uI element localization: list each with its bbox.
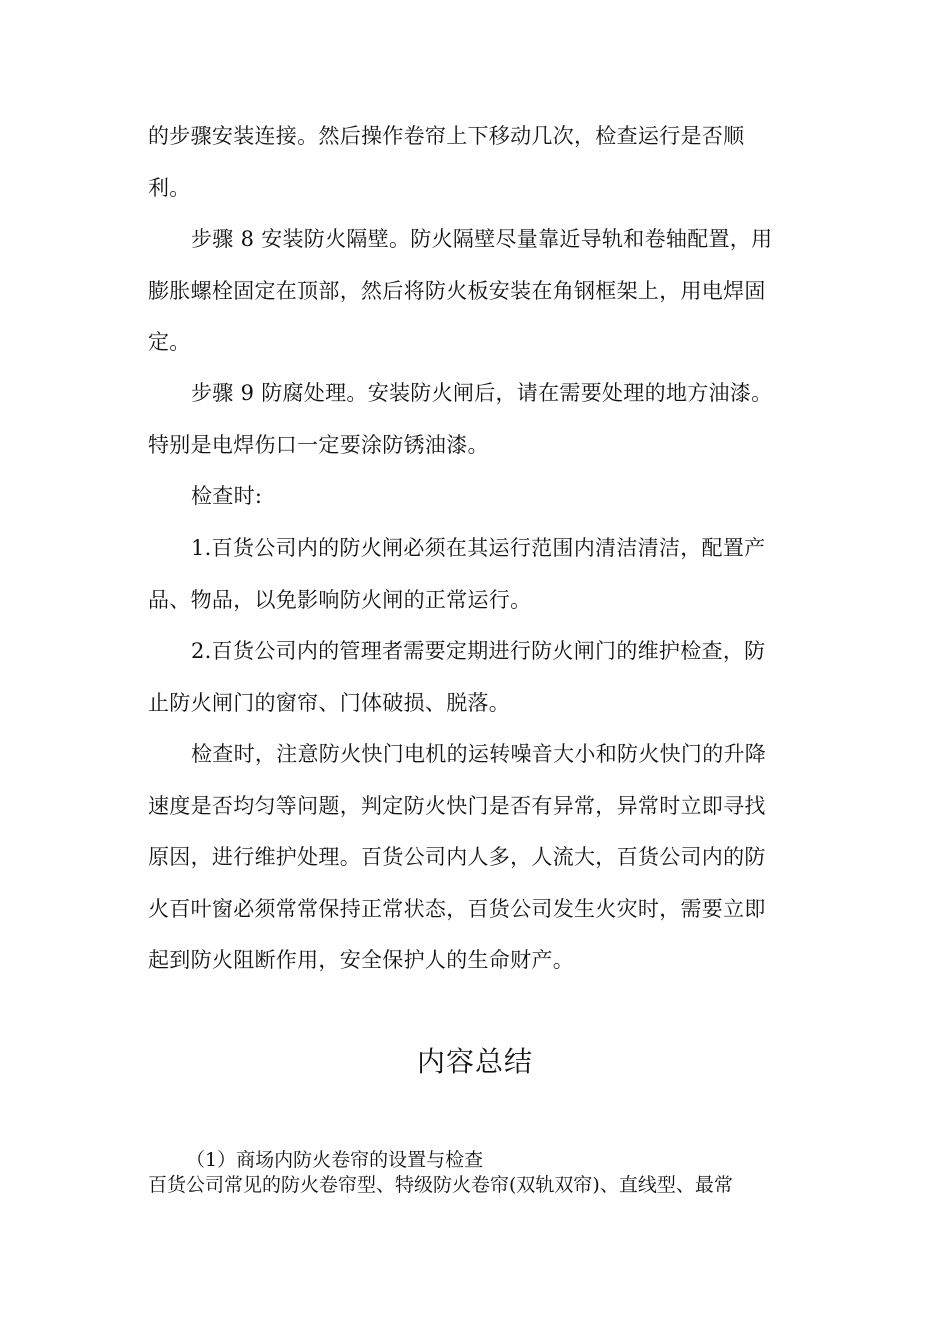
paragraph-5	[148, 626, 798, 729]
paragraph-4	[148, 523, 798, 626]
summary-text: 百货公司常见的防火卷帘型、特级防火卷帘(双轨双帘)、直线型、最常	[148, 1174, 733, 1196]
text-line: 起到防火阻断作用，安全保护人的生命财产。	[148, 948, 574, 972]
text-line: 火百叶窗必须常常保持正常状态，百货公司发生火灾时，需要立即	[148, 896, 766, 921]
section-title: 内容总结	[416, 1045, 533, 1078]
text-line: 速度是否均匀等问题，判定防火快门是否有异常，异常时立即寻找	[148, 793, 766, 818]
text-line: 原因，进行维护处理。百货公司内人多，人流大，百货公司内的防	[148, 845, 766, 869]
text-line: 膨胀螺栓固定在顶部，然后将防火板安装在角钢框架上，用电焊固	[148, 278, 766, 303]
paragraph-0	[148, 111, 798, 214]
text-line: 利。	[148, 175, 191, 200]
text-line: 止防火闸门的窗帘、门体破损、脱落。	[148, 690, 511, 715]
text-line: 检查时，注意防火快门电机的运转噪音大小和防火快门的升降	[191, 742, 767, 766]
text-line: 步骤 8 安装防火隔壁。防火隔壁尽量靠近导轨和卷轴配置，用	[191, 227, 773, 251]
text-line: 定。	[148, 330, 191, 354]
summary-heading: （1）商场内防火卷帘的设置与检查	[186, 1149, 484, 1171]
text-line: 步骤 9 防腐处理。安装防火闸后，请在需要处理的地方油漆。	[191, 381, 773, 405]
text-line: 检查时:	[191, 484, 263, 508]
paragraph-1	[148, 214, 798, 369]
text-line: 的步骤安装连接。然后操作卷帘上下移动几次，检查运行是否顺	[148, 124, 745, 148]
paragraph-6	[148, 729, 798, 987]
text-line: 特别是电焊伤口一定要涂防锈油漆。	[148, 432, 489, 457]
paragraph-2	[148, 368, 798, 471]
text-line: 品、物品，以免影响防火闸的正常运行。	[148, 587, 532, 612]
text-line: 2.百货公司内的管理者需要定期进行防火闸门的维护检查，防	[191, 639, 766, 663]
paragraph-3	[148, 471, 798, 523]
text-line: 1.百货公司内的防火闸必须在其运行范围内清洁清洁，配置产	[191, 536, 766, 560]
